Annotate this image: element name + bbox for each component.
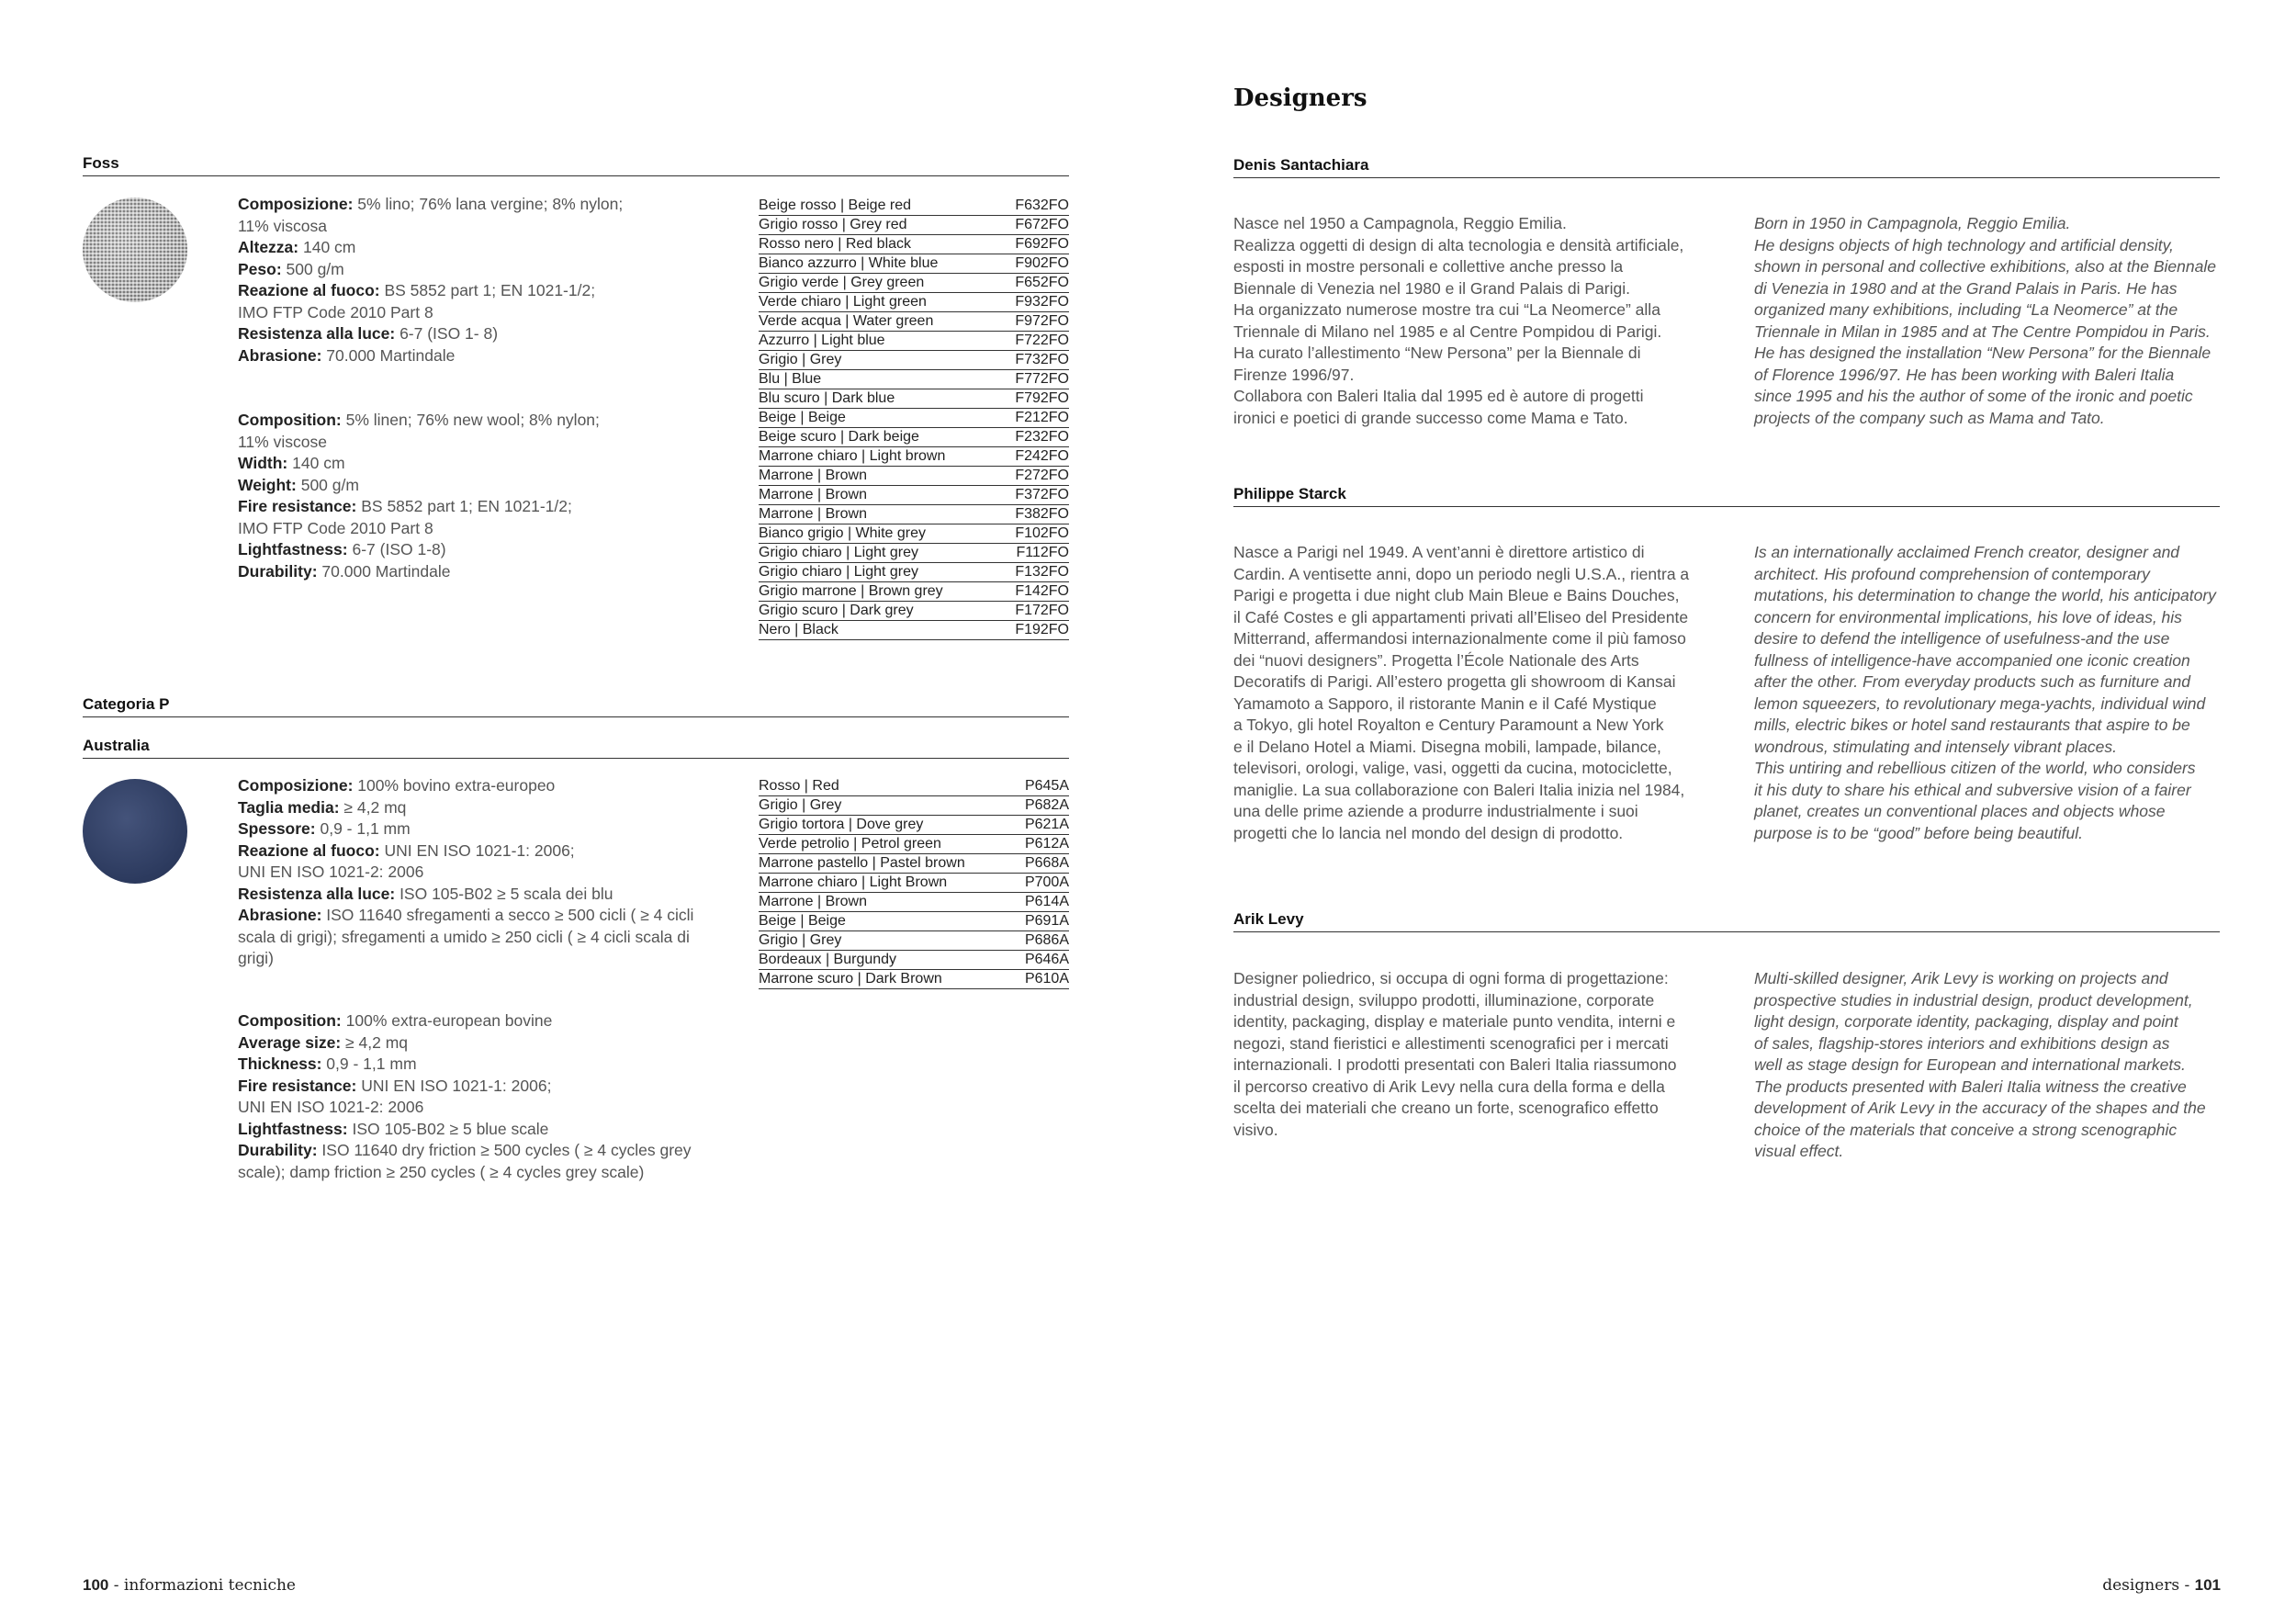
bio-line: mills, electric bikes or hotel sand restaurants that aspire to be <box>1754 716 2190 734</box>
bio-line: of sales, flagship-stores interiors and exhibitions design as <box>1754 1033 2170 1053</box>
color-name: Marrone | Brown <box>759 487 867 502</box>
spec-line <box>238 518 600 540</box>
color-row <box>759 544 1069 563</box>
color-code: F652FO <box>1015 275 1069 290</box>
bio-line: architect. His profound comprehension of contemporary <box>1754 564 2150 583</box>
spec-label: Reazione al fuoco: <box>238 281 380 299</box>
color-name: Grigio chiaro | Light grey <box>759 545 919 560</box>
bio-line: a Tokyo, gli hotel Royalton e Century Paramount a New York <box>1233 716 1664 734</box>
spec-value: ISO 105-B02 ≥ 5 blue scale <box>347 1119 549 1138</box>
color-row <box>759 563 1069 582</box>
spec-line <box>238 775 693 797</box>
designer-bio-italian <box>1233 542 1689 844</box>
foss-color-table <box>759 197 1069 640</box>
bio-line: Biennale di Venezia nel 1980 e il Grand Palais di Parigi. <box>1233 278 1630 298</box>
category-title: Categoria P <box>83 695 1069 717</box>
bio-line: internazionali. I prodotti presentati con Baleri Italia riassumono <box>1233 1055 1677 1074</box>
spec-value: ISO 11640 dry friction ≥ 500 cycles ( ≥ 4 cycles grey <box>317 1141 692 1159</box>
page-number-left: 100 <box>83 1576 109 1594</box>
color-code: F372FO <box>1015 487 1069 502</box>
color-code: P610A <box>1024 971 1069 987</box>
color-row <box>759 486 1069 505</box>
color-row <box>759 293 1069 312</box>
bio-line: negozi, stand fieristici e allestimenti scenografici per i mercati <box>1233 1033 1669 1053</box>
spec-value: 6-7 (ISO 1-8) <box>347 540 446 558</box>
bio-line: mutations, his determination to change the world, his anticipatory <box>1754 586 2216 604</box>
spec-line <box>238 323 623 345</box>
color-code: F672FO <box>1015 217 1069 232</box>
color-code: F902FO <box>1015 255 1069 271</box>
spec-line <box>238 1076 692 1098</box>
bio-line: Cardin. A ventisette anni, dopo un periodo negli U.S.A., rientra a <box>1233 564 1690 583</box>
bio-line: Yamamoto a Sapporo, il ristorante Manin e il Café Mystique <box>1233 694 1657 713</box>
designer-bio-english <box>1754 968 2206 1163</box>
color-name: Blu scuro | Dark blue <box>759 390 895 406</box>
spec-line <box>238 410 600 432</box>
spec-label: Lightfastness: <box>238 1119 348 1138</box>
bio-line: after the other. From everyday products such as furniture and <box>1754 672 2191 691</box>
bio-line: Born in 1950 in Campagnola, Reggio Emilia. <box>1754 214 2071 232</box>
bio-line: planet, creates un conventional places and objects whose <box>1754 802 2166 820</box>
spec-value: 140 cm <box>298 238 356 256</box>
color-row <box>759 409 1069 428</box>
spec-label: Weight: <box>238 475 297 494</box>
spec-label: Fire resistance: <box>238 497 357 515</box>
color-name: Rosso | Red <box>759 778 839 794</box>
color-code: F722FO <box>1015 333 1069 348</box>
australia-color-table <box>759 777 1069 989</box>
bio-line: Realizza oggetti di design di alta tecnologia e densità artificiale, <box>1233 235 1684 254</box>
color-row <box>759 777 1069 796</box>
designer-name-levy: Arik Levy <box>1233 910 2220 932</box>
spec-line <box>238 280 623 302</box>
color-row <box>759 428 1069 447</box>
color-name: Azzurro | Light blue <box>759 333 885 348</box>
spec-line <box>238 561 600 583</box>
bio-line: dei “nuovi designers”. Progetta l’École Nationale des Arts <box>1233 650 1639 670</box>
bio-line: Triennale di Milano nel 1985 e al Centre Pompidou di Parigi. <box>1233 321 1662 341</box>
color-row <box>759 332 1069 351</box>
spec-line <box>238 302 623 324</box>
spec-value: 70.000 Martindale <box>317 561 451 581</box>
color-row <box>759 816 1069 835</box>
color-row <box>759 235 1069 254</box>
spec-label: Average size: <box>238 1032 342 1052</box>
color-code: F632FO <box>1015 197 1069 213</box>
bio-line: This untiring and rebellious citizen of the world, who considers <box>1754 759 2196 777</box>
page-number-right: 101 <box>2194 1576 2221 1594</box>
color-name: Marrone | Brown <box>759 894 867 909</box>
spec-value: 500 g/m <box>296 475 359 494</box>
spec-label: Reazione al fuoco: <box>238 840 380 860</box>
bio-line: identity, packaging, display e materiale punto vendita, interni e <box>1233 1012 1676 1031</box>
bio-line: Collabora con Baleri Italia dal 1995 ed è autore di progetti <box>1233 387 1644 405</box>
spec-value: UNI EN ISO 1021-1: 2006; <box>356 1076 552 1095</box>
foss-spec-italian <box>238 194 623 367</box>
spec-value: 100% extra-european bovine <box>341 1011 553 1030</box>
color-code: P682A <box>1024 797 1069 813</box>
color-name: Grigio marrone | Brown grey <box>759 583 943 599</box>
bio-line: progetti che lo lancia nel mondo del design di prodotto. <box>1233 823 1624 842</box>
color-name: Verde chiaro | Light green <box>759 294 927 310</box>
spec-line <box>238 797 693 819</box>
color-row <box>759 447 1069 467</box>
spec-label: Composition: <box>238 1011 342 1030</box>
color-code: F192FO <box>1015 622 1069 637</box>
color-row <box>759 351 1069 370</box>
color-name: Grigio rosso | Grey red <box>759 217 907 232</box>
color-name: Grigio | Grey <box>759 352 842 367</box>
section-title-australia: Australia <box>83 737 1069 759</box>
bio-line: choice of the materials that conceive a strong scenographic <box>1754 1120 2178 1139</box>
color-code: P686A <box>1024 932 1069 948</box>
bio-line: Firenze 1996/97. <box>1233 365 1355 384</box>
color-code: F172FO <box>1015 603 1069 618</box>
spec-line <box>238 1032 692 1054</box>
bio-line: Ha curato l’allestimento “New Persona” per la Biennale di <box>1233 344 1641 362</box>
color-name: Marrone | Brown <box>759 506 867 522</box>
spec-label: Lightfastness: <box>238 540 348 558</box>
spec-value: IMO FTP Code 2010 Part 8 <box>238 302 433 321</box>
spec-value: ISO 105-B02 ≥ 5 scala dei blu <box>395 884 613 903</box>
color-name: Verde petrolio | Petrol green <box>759 836 941 851</box>
color-row <box>759 274 1069 293</box>
spec-value: 500 g/m <box>281 259 344 278</box>
spec-value: 11% viscose <box>238 432 327 451</box>
bio-line: Mitterrand, affermandosi internazionalmente come il più famoso <box>1233 629 1686 648</box>
designer-bio-english <box>1754 542 2216 844</box>
spec-label: Resistenza alla luce: <box>238 884 396 903</box>
spec-value: 100% bovino extra-europeo <box>353 776 556 795</box>
bio-line: esposti in mostre personali e collettive anche presso la <box>1233 257 1624 276</box>
color-name: Beige scuro | Dark beige <box>759 429 919 445</box>
color-code: P612A <box>1024 836 1069 851</box>
bio-line: purpose is to be “good” before being beautiful. <box>1754 823 2084 842</box>
color-code: F272FO <box>1015 468 1069 483</box>
color-row <box>759 312 1069 332</box>
color-row <box>759 254 1069 274</box>
spec-value: scala di grigi); sfregamenti a umido ≥ 250 cicli ( ≥ 4 cicli scala di <box>238 927 690 946</box>
color-code: P668A <box>1024 855 1069 871</box>
spec-label: Peso: <box>238 259 282 278</box>
spec-line <box>238 862 693 884</box>
color-row <box>759 216 1069 235</box>
spec-line <box>238 948 693 970</box>
spec-line <box>238 927 693 949</box>
color-name: Bordeaux | Burgundy <box>759 952 897 967</box>
spec-label: Durability: <box>238 1141 318 1159</box>
color-row <box>759 370 1069 389</box>
color-row <box>759 970 1069 989</box>
bio-line: since 1995 and his the author of some of the ironic and poetic <box>1754 387 2193 405</box>
spec-value: 11% viscosa <box>238 216 327 235</box>
bio-line: prospective studies in industrial design, product development, <box>1754 990 2193 1009</box>
bio-line: lemon squeezers, to revolutionary mega-yachts, individual wind <box>1754 694 2206 713</box>
spec-line <box>238 475 600 497</box>
bio-line: of Florence 1996/97. He has been working with Baleri Italia <box>1754 365 2175 384</box>
bio-line: projects of the company such as Mama and Tato. <box>1754 408 2105 427</box>
spec-line <box>238 453 600 475</box>
foss-spec-english <box>238 410 600 582</box>
color-row <box>759 602 1069 621</box>
spec-value: UNI EN ISO 1021-1: 2006; <box>379 840 575 860</box>
spec-value: 5% lino; 76% lana vergine; 8% nylon; <box>353 195 624 213</box>
color-name: Grigio chiaro | Light grey <box>759 564 919 580</box>
bio-line: Designer poliedrico, si occupa di ogni forma di progettazione: <box>1233 969 1669 987</box>
spec-line <box>238 194 623 216</box>
bio-line: The products presented with Baleri Italia witness the creative <box>1754 1077 2187 1096</box>
color-name: Beige | Beige <box>759 410 846 425</box>
color-row <box>759 389 1069 409</box>
bio-line: light design, corporate identity, packaging, display and point <box>1754 1012 2178 1031</box>
spec-label: Composition: <box>238 411 342 429</box>
spec-line <box>238 1162 692 1184</box>
color-name: Blu | Blue <box>759 371 822 387</box>
spec-value: BS 5852 part 1; EN 1021-1/2; <box>379 281 596 299</box>
bio-line: concern for environmental implications, his love of ideas, his <box>1754 607 2182 626</box>
spec-line <box>238 496 600 518</box>
bio-line: Triennale in Milan in 1985 and at The Centre Pompidou in Paris. <box>1754 321 2211 341</box>
color-code: P691A <box>1024 913 1069 929</box>
color-code: P614A <box>1024 894 1069 909</box>
bio-line: televisori, orologi, valige, vasi, oggetti da cucina, motociclette, <box>1233 759 1672 777</box>
spec-value: BS 5852 part 1; EN 1021-1/2; <box>356 497 572 515</box>
spec-line <box>238 259 623 281</box>
spec-line <box>238 432 600 454</box>
color-code: F972FO <box>1015 313 1069 329</box>
color-row <box>759 796 1069 816</box>
spec-label: Taglia media: <box>238 797 340 817</box>
color-row <box>759 524 1069 544</box>
footer-left <box>83 1576 296 1595</box>
spec-value: ISO 11640 sfregamenti a secco ≥ 500 cicli ( ≥ 4 cicli <box>321 906 694 924</box>
color-name: Beige | Beige <box>759 913 846 929</box>
spec-line <box>238 1097 692 1119</box>
color-code: F112FO <box>1016 545 1069 560</box>
color-row <box>759 467 1069 486</box>
color-code: P646A <box>1024 952 1069 967</box>
color-row <box>759 874 1069 893</box>
bio-line: shown in personal and collective exhibitions, also at the Biennale <box>1754 257 2216 276</box>
australia-spec-english <box>238 1010 692 1183</box>
designer-bio-english <box>1754 213 2216 429</box>
bio-line: Multi-skilled designer, Arik Levy is working on projects and <box>1754 969 2168 987</box>
spec-label: Abrasione: <box>238 906 322 924</box>
spec-line <box>238 818 693 840</box>
color-row <box>759 621 1069 640</box>
designer-bio-italian <box>1233 213 1683 429</box>
bio-line: desire to defend the intelligence of usefulness-and the use <box>1754 629 2170 648</box>
bio-line: organized many exhibitions, including “La Neomerce” at the <box>1754 300 2178 319</box>
color-code: P645A <box>1024 778 1069 794</box>
spec-line <box>238 1119 692 1141</box>
color-name: Grigio tortora | Dove grey <box>759 817 924 832</box>
color-name: Marrone scuro | Dark Brown <box>759 971 942 987</box>
color-name: Nero | Black <box>759 622 838 637</box>
color-code: F242FO <box>1015 448 1069 464</box>
spec-value: 140 cm <box>287 454 345 472</box>
spec-label: Thickness: <box>238 1054 322 1073</box>
spec-line <box>238 539 600 561</box>
spec-value: 0,9 - 1,1 mm <box>315 819 411 838</box>
spec-line <box>238 905 693 927</box>
color-code: F102FO <box>1015 525 1069 541</box>
spec-line <box>238 1010 692 1032</box>
spec-line <box>238 216 623 238</box>
bio-line: scelta dei materiali che creano un forte, scenografico effetto <box>1233 1099 1659 1117</box>
color-name: Marrone | Brown <box>759 468 867 483</box>
bio-line: well as stage design for European and international markets. <box>1754 1055 2186 1074</box>
spec-label: Durability: <box>238 561 318 581</box>
color-code: F792FO <box>1015 390 1069 406</box>
australia-spec-italian <box>238 775 693 970</box>
color-row <box>759 505 1069 524</box>
color-row <box>759 582 1069 602</box>
spec-line <box>238 884 693 906</box>
color-code: F732FO <box>1015 352 1069 367</box>
color-code: F932FO <box>1015 294 1069 310</box>
spec-value: ≥ 4,2 mq <box>341 1032 409 1052</box>
bio-line: e il Delano Hotel a Miami. Disegna mobili, lampade, bilance, <box>1233 737 1661 756</box>
color-name: Bianco azzurro | White blue <box>759 255 939 271</box>
color-name: Verde acqua | Water green <box>759 313 934 329</box>
bio-line: il Café Costes e gli appartamenti privati all’Eliseo del Presidente <box>1233 607 1689 626</box>
color-name: Grigio | Grey <box>759 797 842 813</box>
bio-line: it his duty to share his ethical and subversive vision of a fairer <box>1754 780 2191 799</box>
spec-value: UNI EN ISO 1021-2: 2006 <box>238 1098 424 1116</box>
foss-fabric-swatch <box>83 197 187 302</box>
spec-line <box>238 1140 692 1162</box>
spec-value: 0,9 - 1,1 mm <box>321 1054 417 1073</box>
spec-value: IMO FTP Code 2010 Part 8 <box>238 518 433 537</box>
color-code: P621A <box>1024 817 1069 832</box>
bio-line: He designs objects of high technology and artificial density, <box>1754 235 2174 254</box>
bio-line: development of Arik Levy in the accuracy of the shapes and the <box>1754 1099 2206 1117</box>
spec-value: scale); damp friction ≥ 250 cycles ( ≥ 4 cycles grey scale) <box>238 1162 645 1181</box>
spec-value: UNI EN ISO 1021-2: 2006 <box>238 863 424 881</box>
spec-label: Abrasione: <box>238 345 322 365</box>
spec-label: Width: <box>238 454 288 472</box>
color-code: F692FO <box>1015 236 1069 252</box>
spec-label: Composizione: <box>238 195 354 213</box>
color-name: Rosso nero | Red black <box>759 236 912 252</box>
color-code: P700A <box>1024 874 1069 890</box>
spec-label: Fire resistance: <box>238 1076 357 1095</box>
color-name: Grigio scuro | Dark grey <box>759 603 914 618</box>
bio-line: industrial design, sviluppo prodotti, illuminazione, corporate <box>1233 990 1655 1009</box>
bio-line: Nasce nel 1950 a Campagnola, Reggio Emilia. <box>1233 214 1567 232</box>
bio-line: fullness of intelligence-have accompanied one iconic creation <box>1754 650 2190 670</box>
bio-line: Ha organizzato numerose mostre tra cui “La Neomerce” alla <box>1233 300 1660 319</box>
bio-line: Decoratifs di Parigi. All’estero progetta gli showroom di Kansai <box>1233 672 1676 691</box>
spec-line <box>238 1054 692 1076</box>
spec-value: grigi) <box>238 949 274 967</box>
bio-line: Is an internationally acclaimed French creator, designer and <box>1754 543 2180 561</box>
color-name: Marrone pastello | Pastel brown <box>759 855 965 871</box>
spec-value: 5% linen; 76% new wool; 8% nylon; <box>341 411 600 429</box>
footer-left-label: - informazioni tecniche <box>108 1576 296 1595</box>
bio-line: maniglie. La sua collaborazione con Baleri Italia inizia nel 1984, <box>1233 780 1685 799</box>
color-code: F142FO <box>1015 583 1069 599</box>
bio-line: di Venezia in 1980 and at the Grand Palais in Paris. He has <box>1754 278 2178 298</box>
color-name: Marrone chiaro | Light Brown <box>759 874 948 890</box>
color-row <box>759 893 1069 912</box>
designer-name-starck: Philippe Starck <box>1233 485 2220 507</box>
spec-label: Resistenza alla luce: <box>238 324 396 343</box>
color-name: Marrone chiaro | Light brown <box>759 448 946 464</box>
color-name: Beige rosso | Beige red <box>759 197 912 213</box>
bio-line: visual effect. <box>1754 1142 1844 1160</box>
spec-line <box>238 840 693 863</box>
color-name: Bianco grigio | White grey <box>759 525 927 541</box>
designer-name-santachiara: Denis Santachiara <box>1233 156 2220 178</box>
bio-line: He has designed the installation “New Persona” for the Biennale <box>1754 344 2212 362</box>
spec-label: Composizione: <box>238 776 354 795</box>
color-row <box>759 835 1069 854</box>
bio-line: il percorso creativo di Arik Levy nella cura della forma e della <box>1233 1077 1665 1096</box>
color-code: F212FO <box>1015 410 1069 425</box>
footer-right-label: designers - <box>2102 1576 2195 1595</box>
color-name: Grigio | Grey <box>759 932 842 948</box>
color-row <box>759 951 1069 970</box>
spec-line <box>238 345 623 367</box>
color-row <box>759 197 1069 216</box>
bio-line: Nasce a Parigi nel 1949. A vent’anni è direttore artistico di <box>1233 543 1645 561</box>
bio-line: Parigi e progetta i due night club Main Bleue e Bains Douches, <box>1233 586 1680 604</box>
bio-line: wondrous, stimulating and intensely vibrant places. <box>1754 737 2117 756</box>
page-title: Designers <box>1233 85 1367 112</box>
color-code: F132FO <box>1015 564 1069 580</box>
australia-leather-swatch <box>83 779 187 884</box>
color-code: F232FO <box>1015 429 1069 445</box>
section-title-foss: Foss <box>83 154 1069 176</box>
spec-label: Spessore: <box>238 819 316 838</box>
bio-line: una delle prime aziende a produrre industrialmente i suoi <box>1233 802 1638 820</box>
color-row <box>759 931 1069 951</box>
spec-label: Altezza: <box>238 238 299 256</box>
spec-value: 70.000 Martindale <box>321 345 456 365</box>
color-row <box>759 912 1069 931</box>
color-row <box>759 854 1069 874</box>
designer-bio-italian <box>1233 968 1676 1141</box>
spec-line <box>238 237 623 259</box>
footer-right <box>2102 1576 2221 1595</box>
bio-line: ironici e poetici di grande successo come Mama e Tato. <box>1233 408 1628 427</box>
spec-value: 6-7 (ISO 1- 8) <box>395 324 499 343</box>
bio-line: visivo. <box>1233 1120 1278 1139</box>
color-code: F772FO <box>1015 371 1069 387</box>
color-name: Grigio verde | Grey green <box>759 275 925 290</box>
spec-value: ≥ 4,2 mq <box>339 797 407 817</box>
color-code: F382FO <box>1015 506 1069 522</box>
